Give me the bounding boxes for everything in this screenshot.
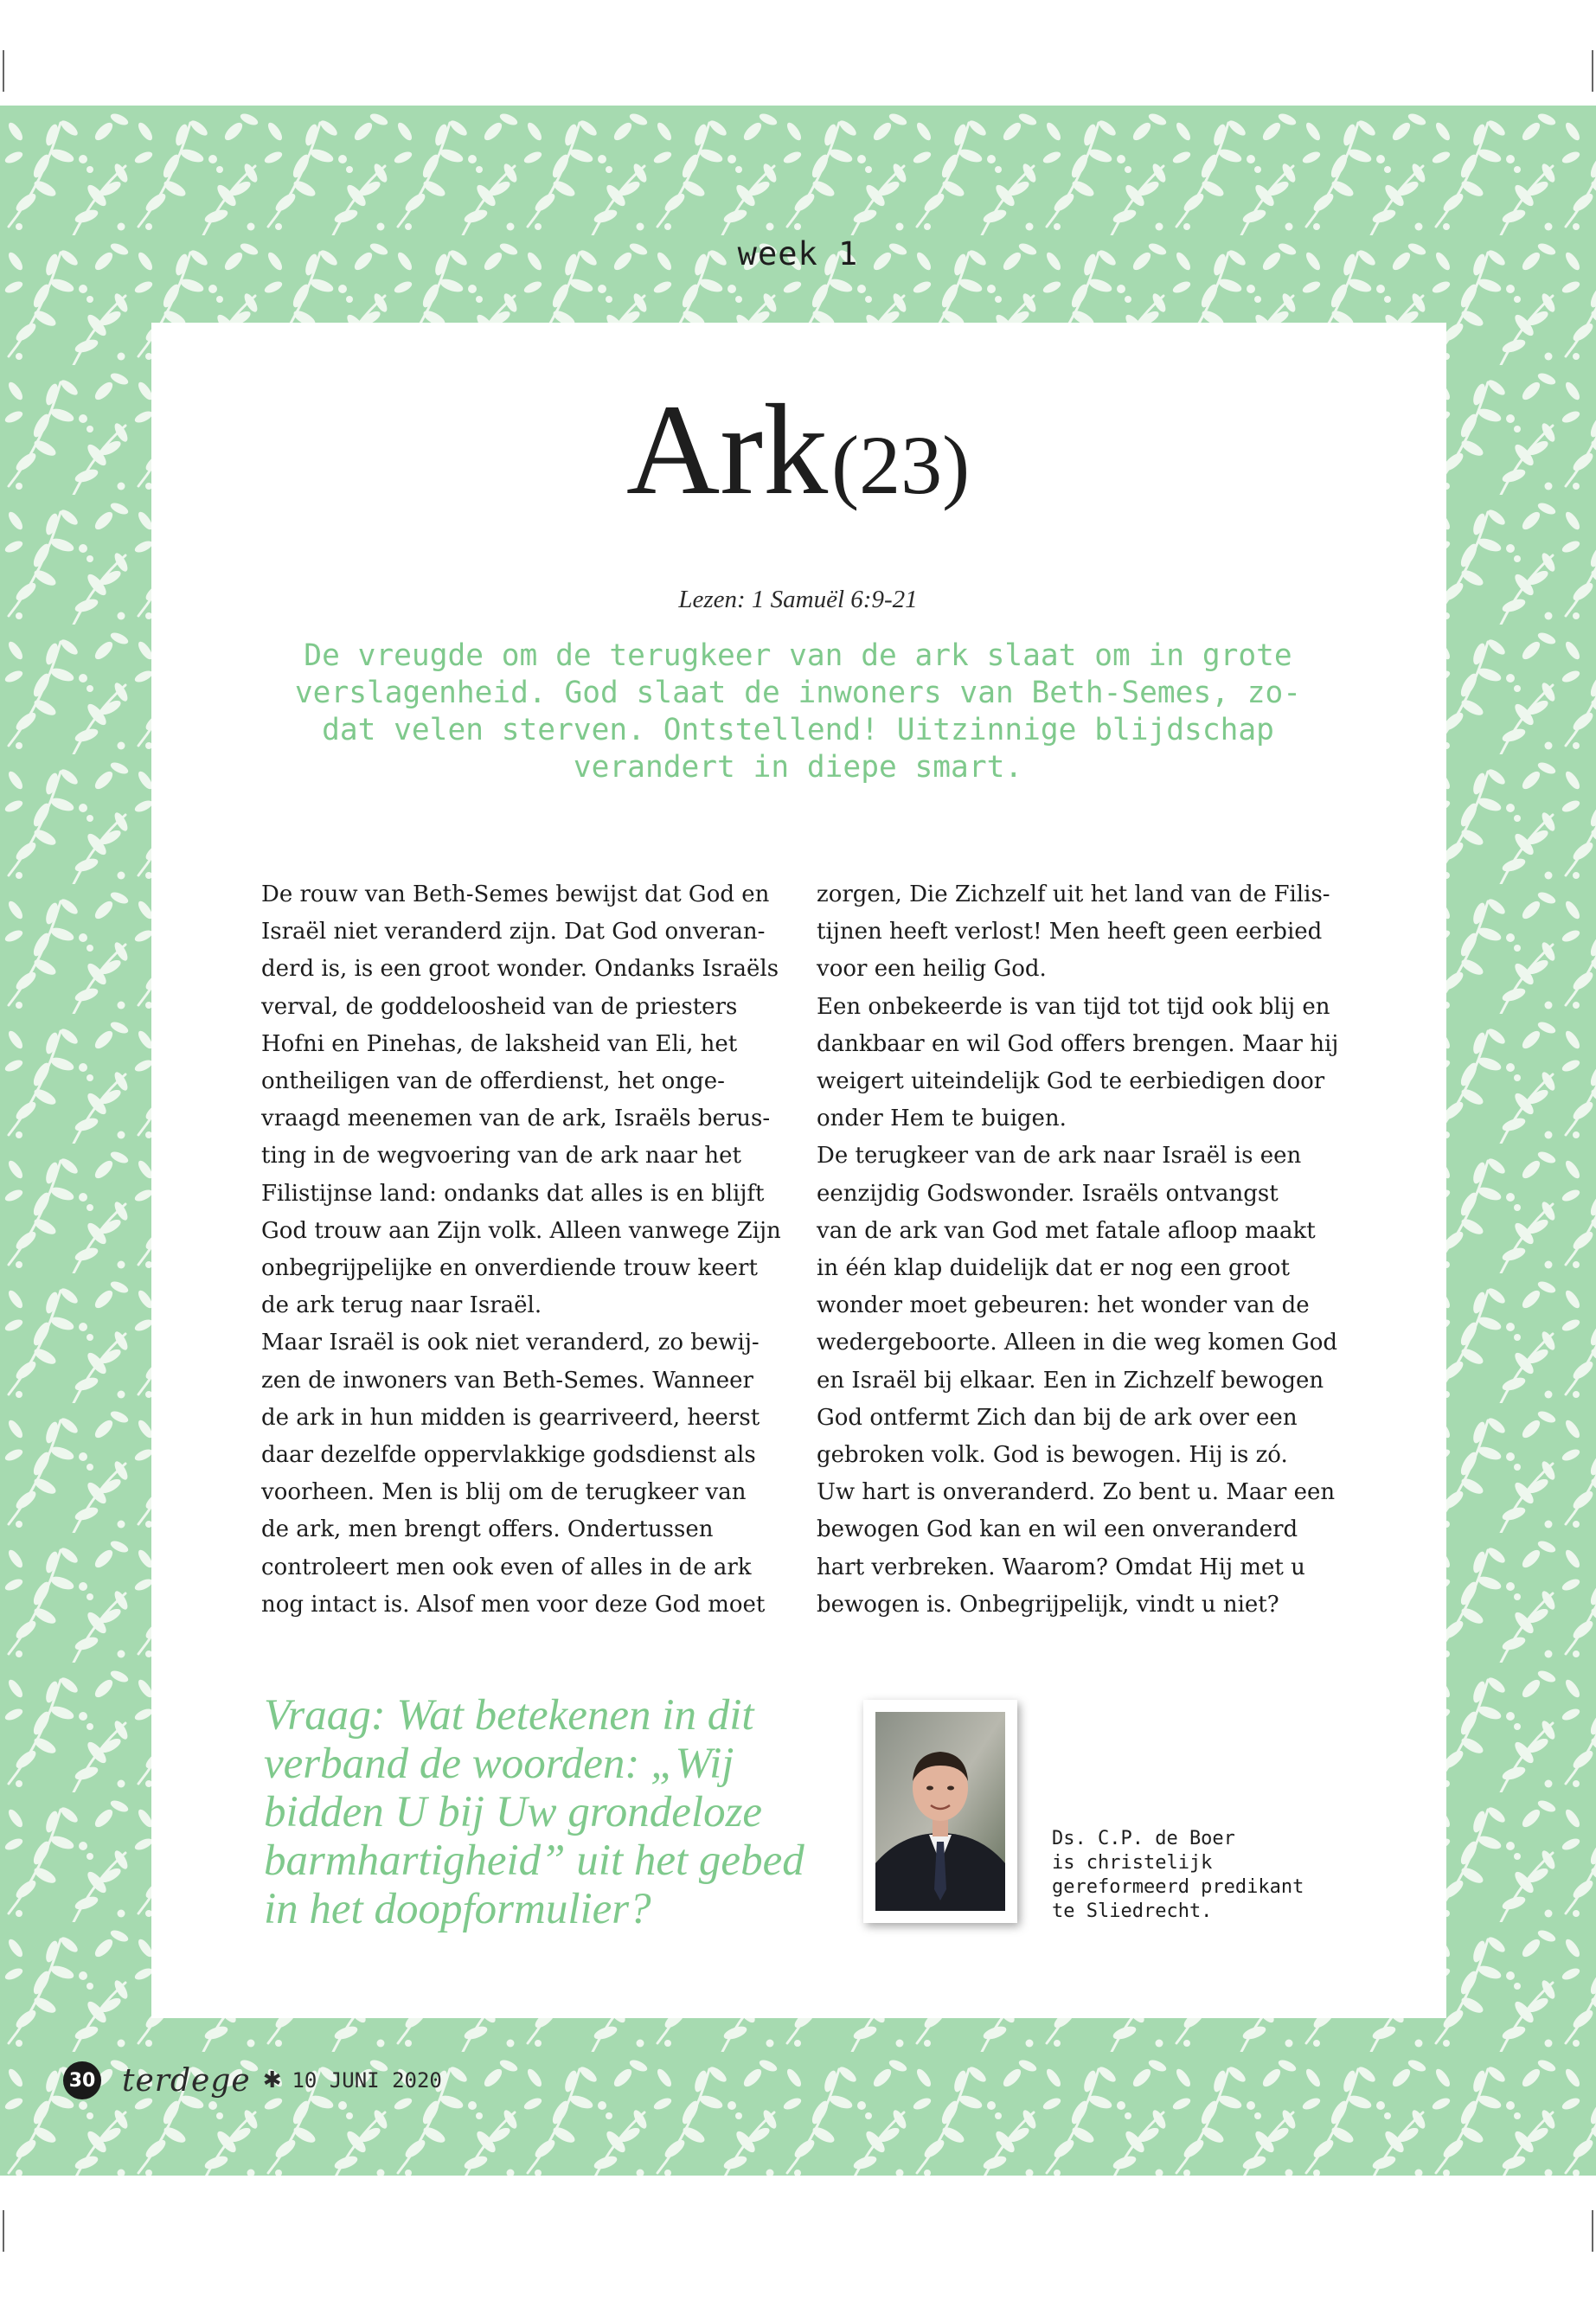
body-line: ontheiligen van de offerdienst, het onge-: [261, 1068, 725, 1095]
body-line: controleert men ook even of alles in de ark: [261, 1554, 752, 1580]
body-line: zorgen, Die Zichzelf uit het land van de Filis-: [817, 881, 1330, 907]
author-line: te Sliedrecht.: [1052, 1900, 1213, 1922]
author-line: is christelijk: [1052, 1852, 1213, 1874]
title-word: Ark: [625, 378, 829, 522]
author-line: gereformeerd predikant: [1052, 1876, 1304, 1898]
body-line: Israël niet veranderd zijn. Dat God onveran-: [261, 919, 766, 945]
body-line: Hofni en Pinehas, de laksheid van Eli, het: [261, 1030, 738, 1057]
body-line: Uw hart is onveranderd. Zo bent u. Maar een: [817, 1479, 1336, 1506]
body-line: onbegrijpelijke en onverdiende trouw keert: [261, 1255, 758, 1282]
body-line: verval, de goddeloosheid van de priesters: [261, 993, 738, 1020]
body-line: wonder moet gebeuren: het wonder van de: [817, 1292, 1310, 1319]
body-column-left: [261, 876, 815, 1624]
author-portrait-image: [875, 1712, 1005, 1911]
body-line: de ark, men brengt offers. Ondertussen: [261, 1516, 714, 1543]
crop-mark: [1592, 2210, 1593, 2252]
crop-mark: [1592, 50, 1593, 92]
question-line: bidden U bij Uw grondeloze: [264, 1788, 763, 1836]
question-line: barmhartigheid” uit het gebed: [264, 1836, 804, 1885]
body-line: Een onbekeerde is van tijd tot tijd ook blij en: [817, 993, 1330, 1020]
body-line: voorheen. Men is blij om de terugkeer van: [261, 1479, 747, 1506]
reflection-question: [264, 1691, 869, 1933]
body-line: en Israël bij elkaar. Een in Zichzelf bewogen: [817, 1367, 1324, 1394]
body-line: gebroken volk. God is bewogen. Hij is zó.: [817, 1442, 1288, 1469]
page-footer: [63, 2059, 669, 2102]
body-line: daar dezelfde oppervlakkige godsdienst als: [261, 1442, 756, 1469]
intro-line: verandert in diepe smart.: [573, 750, 1023, 785]
intro-line: De vreugde om de terugkeer van de ark slaat om in grote: [304, 638, 1292, 673]
body-line: onder Hem te buigen.: [817, 1106, 1067, 1132]
intro-line: verslagenheid. God slaat de inwoners van Beth-Semes, zo-: [294, 676, 1302, 710]
body-line: Maar Israël is ook niet veranderd, zo bewij-: [261, 1330, 760, 1356]
body-line: de ark in hun midden is gearriveerd, heerst: [261, 1404, 760, 1431]
question-line: verband de woorden: „Wij: [264, 1740, 734, 1788]
issue-date: 10 JUNI 2020: [292, 2068, 442, 2093]
author-line: Ds. C.P. de Boer: [1052, 1828, 1235, 1849]
body-line: vraagd meenemen van de ark, Israëls berus-: [261, 1106, 771, 1132]
scripture-reading: Lezen: 1 Samuël 6:9-21: [678, 586, 918, 613]
week-label: week 1: [737, 235, 859, 272]
body-line: bewogen God kan en wil een onveranderd: [817, 1516, 1298, 1543]
body-line: God trouw aan Zijn volk. Alleen vanwege Zijn: [261, 1217, 781, 1244]
body-line: God ontfermt Zich dan bij de ark over een: [817, 1404, 1298, 1431]
body-line: dankbaar en wil God offers brengen. Maar hij: [817, 1030, 1339, 1057]
body-line: De rouw van Beth-Semes bewijst dat God en: [261, 881, 770, 907]
body-line: Filistijnse land: ondanks dat alles is en blijft: [261, 1180, 765, 1207]
body-line: derd is, is een groot wonder. Ondanks Israëls: [261, 956, 779, 983]
body-line: wedergeboorte. Alleen in die weg komen God: [817, 1330, 1338, 1356]
body-line: van de ark van God met fatale afloop maakt: [817, 1217, 1316, 1244]
body-line: hart verbreken. Waarom? Omdat Hij met u: [817, 1554, 1305, 1580]
question-line: Vraag: Wat betekenen in dit: [264, 1691, 754, 1740]
question-line: in het doopformulier?: [264, 1885, 651, 1933]
body-line: weigert uiteindelijk God te eerbiedigen door: [817, 1068, 1325, 1095]
crop-mark: [3, 50, 4, 92]
body-line: De terugkeer van de ark naar Israël is een: [817, 1143, 1302, 1170]
body-line: in één klap duidelijk dat er nog een groot: [817, 1255, 1290, 1282]
body-line: nog intact is. Alsof men voor deze God moet: [261, 1591, 766, 1618]
body-line: zen de inwoners van Beth-Semes. Wanneer: [261, 1367, 753, 1394]
title-number: (23): [831, 419, 971, 511]
page-title: [0, 378, 1596, 522]
body-line: de ark terug naar Israël.: [261, 1292, 542, 1319]
page-number-badge: 30: [63, 2061, 101, 2099]
crop-mark: [3, 2210, 4, 2252]
magazine-brand: terdege: [122, 2062, 251, 2099]
intro-lead: [208, 638, 1388, 786]
body-line: bewogen is. Onbegrijpelijk, vindt u niet?: [817, 1591, 1279, 1618]
body-line: eenzijdig Godswonder. Israëls ontvangst: [817, 1180, 1279, 1207]
body-column-right: [817, 876, 1370, 1624]
body-line: ting in de wegvoering van de ark naar het: [261, 1143, 741, 1170]
author-bio: [1052, 1827, 1415, 1924]
body-line: voor een heilig God.: [817, 956, 1047, 983]
intro-line: dat velen sterven. Ontstellend! Uitzinnige blijdschap: [322, 713, 1274, 747]
body-line: tijnen heeft verlost! Men heeft geen eerbied: [817, 919, 1323, 945]
asterisk-icon: ✱: [262, 2067, 282, 2093]
author-photo: [863, 1700, 1017, 1923]
